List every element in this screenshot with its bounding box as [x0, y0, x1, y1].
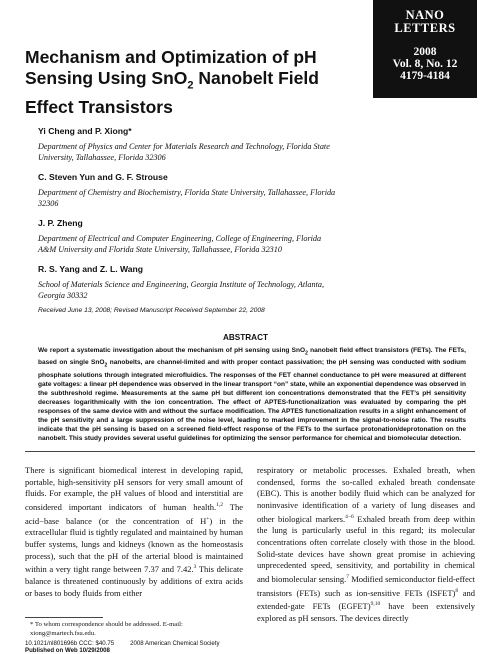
- body-left-text-4: This delicate balance is threatened continuously by additions of extra acids or bases to body fluids from either: [25, 564, 243, 598]
- body-column-right: [257, 465, 475, 624]
- paper-title: [25, 47, 370, 118]
- body-right-text-3: Modified semiconductor field-effect transistors (FETs) such as ion-sensitive FETs (ISFET): [257, 573, 475, 598]
- body-left-text-2: The acid−base balance (or the concentration of H: [25, 501, 244, 526]
- citation-3: 3: [193, 564, 197, 571]
- abstract-part-3: nanobelts, are channel-limited and with proper contact passivation; the pH sensing was conducted with sodium phosphate solutions through integrated microfluidics. The responses of the FET channel conductance to pH were measured at different gate voltages: a linear pH dependence was observed in the linear transport “on” state, while an exponential dependence was observed in the subthreshold regime. Measurements at the same pH but different ion concentrations demonstrated that the FET’s pH sensitivity decreases logarithmically with the ion concentration. The effect of APTES-functionalization was evaluated by comparing the pH responses of the same device with and without the surface modification. The APTES functionalization results in a slight enhancement of the pH sensitivity and a large suppression of the noise level, leading to marked improvement in the signal-to-noise ratio. The results indicate that the pH sensing is based on a screened field-effect response of the FETs to the surface protonation/deprotonation on the nanobelt. This study provides several useful guidelines for optimizing the sensor performance for chemical and biomolecular detection.: [38, 359, 466, 443]
- citation-4-6: 4−6: [345, 513, 354, 520]
- citation-1-2: 1,2: [216, 502, 224, 509]
- journal-badge: [373, 0, 477, 98]
- superscript-plus: +: [206, 515, 210, 522]
- correspondence-footnote: * To whom correspondence should be addressed. E-mail: xiong@martech.fsu.edu.: [30, 621, 183, 637]
- title-line-2b: Nanobelt Field: [193, 68, 319, 88]
- author-group-1: Yi Cheng and P. Xiong*: [38, 126, 132, 136]
- abstract-text: [38, 346, 466, 443]
- published-date: Published on Web 10/29/2008: [25, 647, 110, 654]
- affiliation-4: School of Materials Science and Engineering, Georgia Institute of Technology, Atlanta, Georgia 30332: [38, 280, 324, 300]
- title-subscript: 2: [187, 79, 194, 92]
- journal-name-line2: LETTERS: [394, 21, 456, 35]
- doi-text: 10.1021/nl801696b CCC: $40.75: [25, 640, 115, 647]
- author-group-3: J. P. Zheng: [38, 218, 83, 228]
- body-right-text-4: and extended-gate FETs (EGFET): [257, 587, 475, 612]
- body-left-text-1: There is significant biomedical interest in developing rapid, portable, high-sensitivity pH sensors for very small amount of fluids. For example, the pH values of blood and interstitial are considered important indicators of human health.: [25, 465, 243, 512]
- journal-pages: 4179-4184: [400, 70, 450, 82]
- abstract-divider: [25, 451, 475, 452]
- body-right-text-2: Exhaled breath from deep within the lung is particularly useful in this regard; its molecular concentrations often correlate closely with those in the blood. Solid-state devices have shown great promise in achieving unprecedented speed, sensitivity, and portability in chemical and biomolecular sensing.: [257, 513, 475, 584]
- abstract-heading: ABSTRACT: [222, 333, 269, 342]
- body-right-text-5: have been extensively explored as pH sensors. The devices directly: [257, 601, 475, 623]
- body-right-text-1: respiratory or metabolic processes. Exhaled breath, when condensed, forms the so-called exhaled breath condensate (EBC). This is another bodily fluid which can be analyzed for noninvasive identification of a variety of lung diseases and other biological markers.: [257, 465, 475, 524]
- citation-7: 7: [346, 574, 349, 581]
- journal-volume: Vol. 8, No. 12: [392, 58, 458, 70]
- journal-year: 2008: [413, 46, 437, 58]
- affiliation-3: Department of Electrical and Computer Engineering, College of Engineering, Florida A&M University and Florida State University, Tallahassee, Florida 32310: [38, 234, 322, 254]
- title-line-1: Mechanism and Optimization of pH: [25, 47, 317, 67]
- citation-8: 8: [455, 587, 459, 594]
- title-line-2a: Sensing Using SnO: [25, 68, 188, 88]
- abstract-sub-1: 2: [305, 350, 308, 357]
- affiliation-1: Department of Physics and Center for Materials Research and Technology, Florida State University, Tallahassee, Florida 32306: [38, 142, 330, 162]
- author-group-4: R. S. Yang and Z. L. Wang: [38, 264, 144, 274]
- body-column-left: [25, 465, 243, 599]
- title-line-3: Effect Transistors: [25, 96, 173, 117]
- footnote-divider: [25, 617, 103, 618]
- abstract-part-1: We report a systematic investigation about the mechanism of pH sensing using SnO: [38, 347, 306, 354]
- abstract-sub-2: 2: [104, 362, 108, 369]
- abstract-part-2: nanobelt field effect transistors (FETs). The FETs, based on single SnO: [38, 347, 466, 367]
- copyright-text: 2008 American Chemical Society: [130, 640, 220, 647]
- citation-9-10: 9,10: [370, 601, 381, 608]
- received-dates: Received June 13, 2008; Revised Manuscript Received September 22, 2008: [38, 307, 265, 314]
- body-left-text-3: ) in the extracellular fluid is tightly regulated and maintained by human buffer systems, lungs and kidneys (known as the homeostasis process), such that the pH of the arterial blood is maintained within a very tight range between 7.37 and 7.42.: [25, 515, 244, 575]
- affiliation-2: Department of Chemistry and Biochemistry, Florida State University, Tallahassee, Florida 32306: [38, 188, 336, 208]
- author-group-2: C. Steven Yun and G. F. Strouse: [38, 172, 168, 182]
- journal-name-line1: NANO: [405, 8, 445, 22]
